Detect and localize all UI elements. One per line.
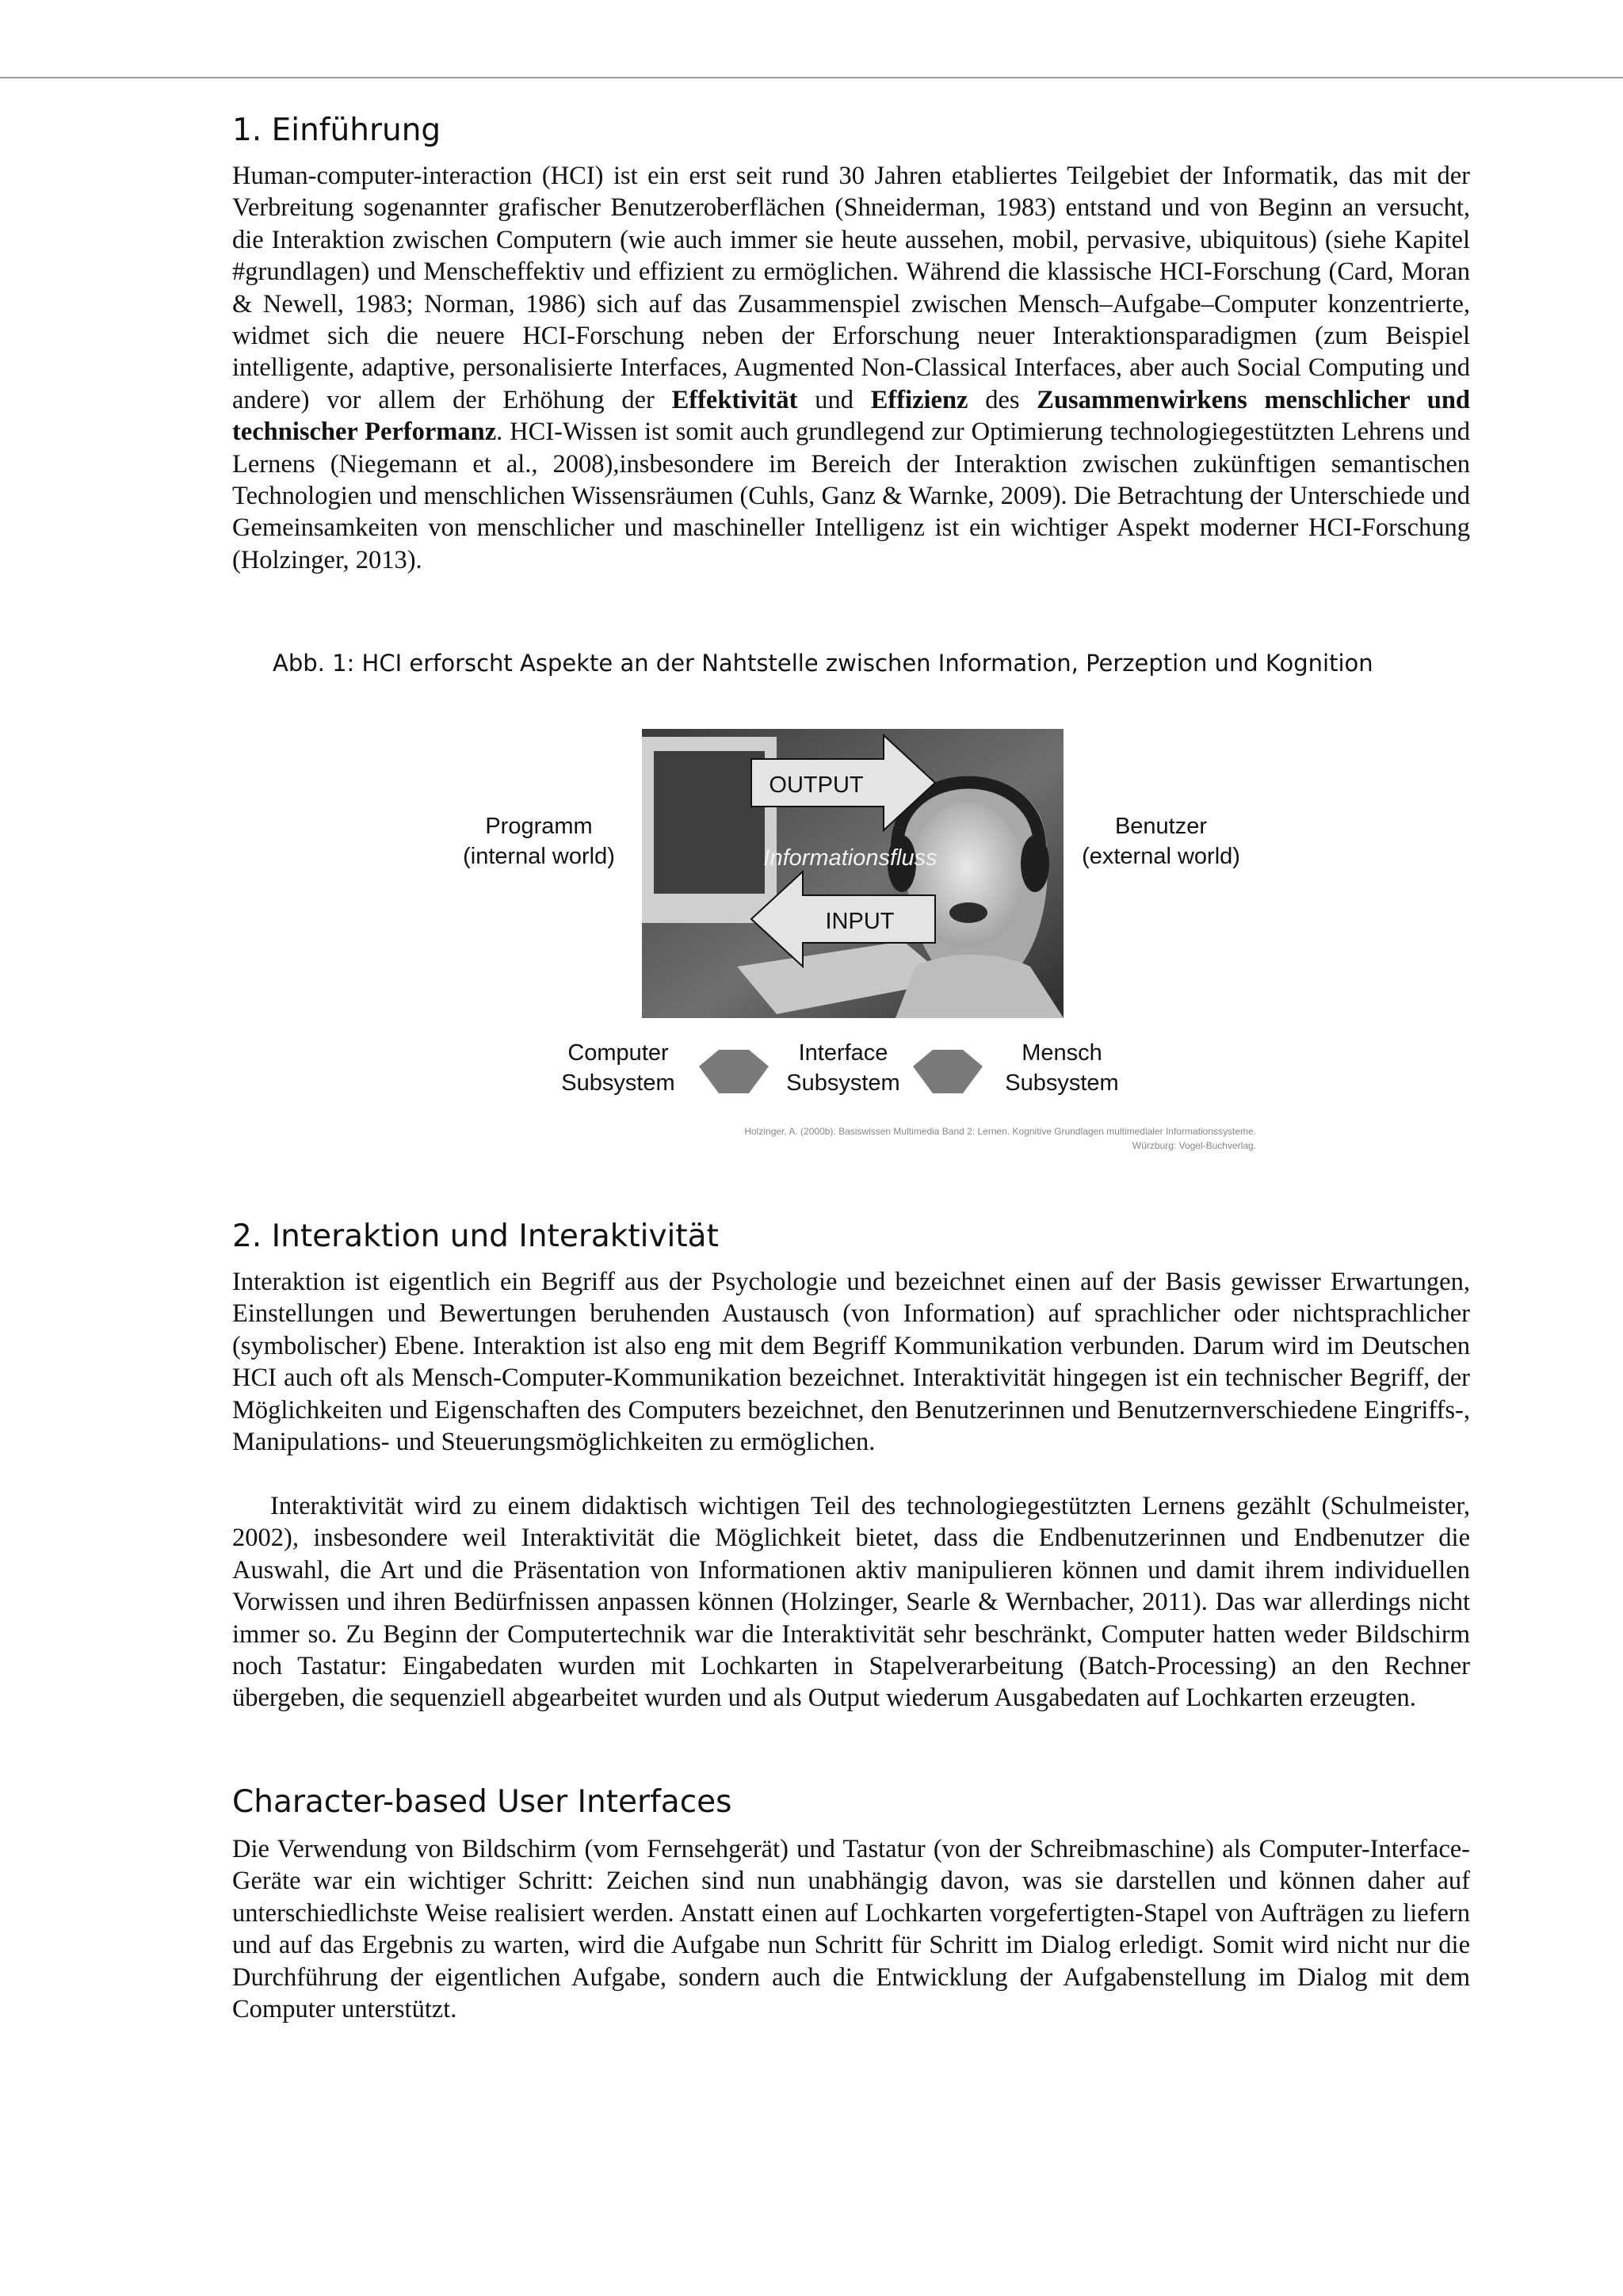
bold-term-effizienz: Effizienz [870,385,968,414]
programm-sublabel: (internal world) [463,844,615,869]
mensch-subsystem-label: Mensch [1022,1040,1102,1066]
headphone-cup-right [1021,835,1049,892]
paragraph-interaktivitaet: Interaktivität wird zu einem didaktisch wichtigen Teil des technologiegestützten Lernens gezählt (Schulmeister, 2002), insbesondere weil Interaktivität die Möglichkeit bietet, dass die Endbenutzerinnen und Endbenutzer die Auswahl, die Art und die Präsentation von Informationen aktiv manipulieren können und damit ihrem individuellen Vorwissen und ihren Bedürfnissen anpassen können (Holzinger, Searle & Wernbacher, 2011). Das war allerdings nicht immer so. Zu Beginn der Computertechnik war die Interaktivität sehr beschränkt, Computer hatten weder Bildschirm noch Tastatur: Eingabedaten wurden mit Lochkarten in Stapelverarbeitung (Batch-Processing) an den Rechner übergeben, die sequenziell abgearbeitet wurden und als Output wiederum Ausgabedaten auf Lochkarten erzeugten. [232,1492,1470,1713]
figure-caption: Abb. 1: HCI erforscht Aspekte an der Nahtstelle zwischen Information, Perzeption und Kognition [273,650,1373,677]
section-heading-einfuehrung: 1. Einführung [232,113,441,148]
computer-subsystem-label: Computer [567,1040,669,1066]
monitor-screen [654,751,765,894]
paragraph-text: des [968,385,1037,414]
output-label: OUTPUT [769,772,864,798]
figure-citation-line-1: Holzinger, A. (2000b). Basiswissen Multimedia Band 2: Lernen. Kognitive Grundlagen multimedialer Informationssysteme. [744,1126,1256,1137]
paragraph-text: . HCI-Wissen ist somit auch grundlegend zur Optimierung technologiegestützten Lehrens und Lernens (Niegemann et al., 2008),insbesondere im Bereich der Interaktion zwischen zukünftigen semantischen Technologien und menschlichen Wissensräumen (Cuhls, Ganz & Warnke, 2009). Die Betrachtung der Unterschiede und Gemeinsamkeiten von menschlicher und maschineller Intelligenz ist ein wichtiger Aspekt moderner HCI-Forschung (Holzinger, 2013). [232,418,1470,574]
input-label: INPUT [825,909,895,934]
hci-figure [428,729,1300,1165]
interface-subsystem-sublabel: Subsystem [786,1070,900,1096]
paragraph-text: Human-computer-interaction (HCI) ist ein erst seit rund 30 Jahren etabliertes Teilgebiet der Informatik, das mit der Verbreitung sogenannter grafischer Benutzeroberflächen (Shneiderman, 1983) entstand und von Beginn an versucht, die Interaktion zwischen Computern (wie auch immer sie heute aussehen, mobil, pervasive, ubiquitous) (siehe Kapitel #grundlagen) und Menscheffektiv und effizient zu ermöglichen. Während die klassische HCI-Forschung (Card, Moran & Newell, 1983; Norman, 1986) sich auf das Zusammenspiel zwischen Mensch–Aufgabe–Computer konzentrierte, widmet sich die neuere HCI-Forschung neben der Erforschung neuer Interaktionsparadigmen (zum Beispiel intelligente, adaptive, personalisierte Interfaces, Augmented Non-Classical Interfaces, aber auch Social Computing und andere) vor allem der Erhöhung der [232,162,1470,414]
computer-subsystem-sublabel: Subsystem [561,1070,675,1096]
mensch-subsystem-sublabel: Subsystem [1005,1070,1119,1096]
bold-term-zusammenwirken: Zusammenwirkens menschlicher und technischer Performanz [232,385,1470,447]
interface-subsystem-label: Interface [798,1040,888,1066]
child-mouth [949,902,987,923]
programm-label: Programm [485,814,593,839]
double-arrow-right [913,1050,983,1093]
benutzer-label: Benutzer [1114,814,1208,839]
double-arrow-left [699,1050,769,1093]
benutzer-sublabel: (external world) [1082,844,1240,869]
top-rule [0,77,1623,78]
paragraph-einfuehrung [232,160,1470,576]
section-heading-character-based: Character-based User Interfaces [232,1784,732,1820]
paragraph-character-based: Die Verwendung von Bildschirm (vom Fernsehgerät) und Tastatur (von der Schreibmaschine) als Computer-Interface-Geräte war ein wichtiger Schritt: Zeichen sind nun unabhängig davon, was sie darstellen und können daher auf unterschiedlichste Weise realisiert werden. Anstatt einen auf Lochkarten vorgefertigten-Stapel von Aufträgen zu liefern und auf das Ergebnis zu warten, wird die Aufgabe nun Schritt für Schritt im Dialog erledigt. Somit wird nicht nur die Durchführung der eigentlichen Aufgabe, sondern auch die Entwicklung der Aufgabenstellung im Dialog mit dem Computer unterstützt. [232,1835,1470,2024]
flow-label: Informationsfluss [763,845,938,871]
paragraph-interaktion: Interaktion ist eigentlich ein Begriff aus der Psychologie und bezeichnet einen auf der Basis gewisser Erwartungen, Einstellungen und Bewertungen beruhenden Austausch (von Information) auf sprachlicher oder nichtsprachlicher (symbolischer) Ebene. Interaktion ist also eng mit dem Begriff Kommunikation verbunden. Darum wird im Deutschen HCI auch oft als Mensch-Computer-Kommunikation bezeichnet. Interaktivität hingegen ist ein technischer Begriff, der Möglichkeiten und Eigenschaften des Computers bezeichnet, den Benutzerinnen und Benutzernverschiedene Eingriffs-, Manipulations- und Steuerungsmöglichkeiten zu ermöglichen. [232,1268,1470,1457]
figure-citation-line-2: Würzburg: Vogel-Buchverlag. [1132,1140,1256,1151]
paragraph-text: und [797,385,871,414]
section-heading-interaktion: 2. Interaktion und Interaktivität [232,1219,719,1254]
bold-term-effektivitaet: Effektivität [671,385,798,414]
